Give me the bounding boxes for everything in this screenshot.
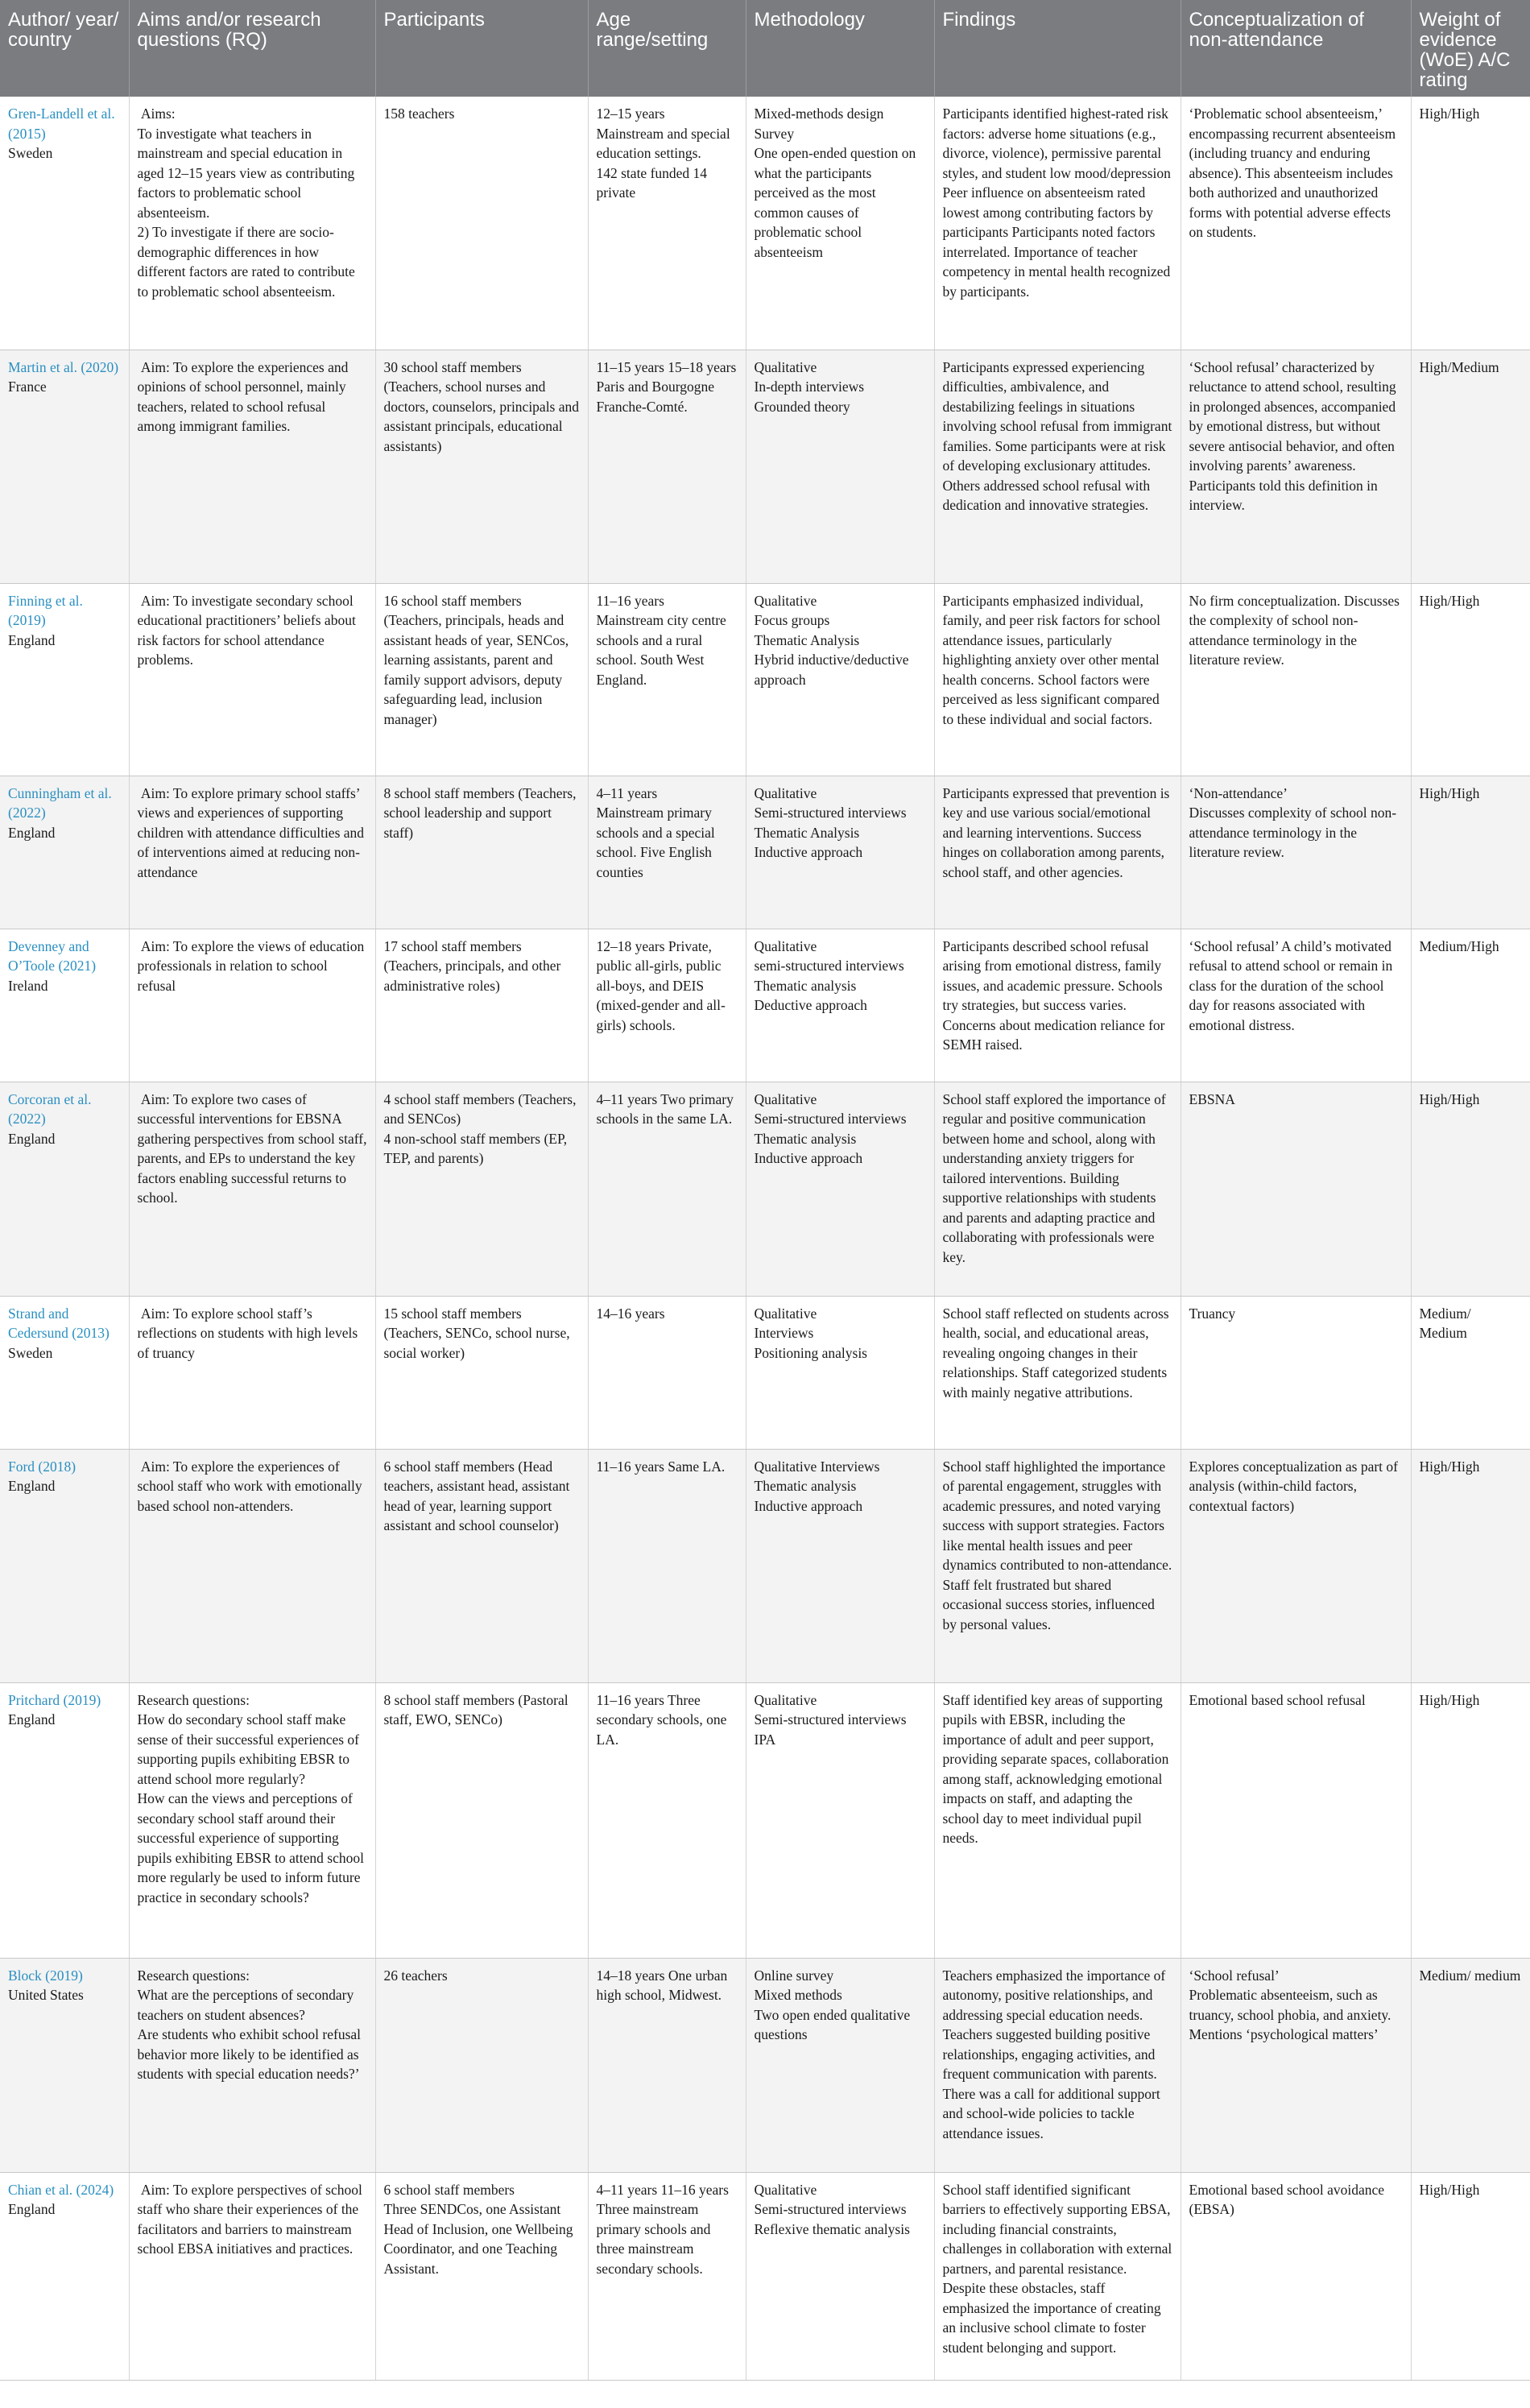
author-cell — [0, 1296, 129, 1449]
aims-cell-text: Aim: To explore school staff’s reflections on students with high levels of truancy — [137, 1305, 362, 1361]
conceptualization-cell-text: ‘Non-attendance’ — [1189, 784, 1288, 801]
participants-cell — [375, 1296, 588, 1449]
age-setting-cell — [588, 1682, 746, 1958]
methodology-cell — [746, 929, 934, 1082]
methodology-cell-text: Semi-structured interviews — [754, 805, 907, 821]
participants-cell — [375, 1082, 588, 1296]
author-link[interactable]: Pritchard (2019) — [8, 1691, 101, 1708]
findings-cell-text: Participants expressed experiencing difficulties, ambivalence, and destabilizing feelings in situations involving school refusal from immigrant families. Some participants were at risk of developing exclusionary attitudes. Others addressed school refusal with dedication and innovative strategies. — [942, 358, 1176, 513]
participants-cell-text: 15 school staff members (Teachers, SENCo, school nurse, social worker) — [383, 1305, 573, 1361]
aims-cell — [129, 1682, 375, 1958]
aims-cell — [129, 1082, 375, 1296]
woe-cell: High/High — [1411, 583, 1530, 776]
age-setting-cell-text: 4–11 years — [596, 784, 658, 801]
table-row — [0, 1296, 1530, 1449]
participants-cell — [375, 1958, 588, 2172]
methodology-cell-text: Inductive approach — [754, 1497, 863, 1514]
methodology-cell-text: Reflexive thematic analysis — [754, 2220, 910, 2237]
participants-cell — [375, 1682, 588, 1958]
methodology-cell-text: Qualitative — [754, 937, 817, 954]
methodology-cell-text: IPA — [754, 1731, 776, 1748]
age-setting-cell-text: 12–18 years Private, public all-girls, public all-boys, and DEIS (mixed-gender and all-girls) schools. — [596, 937, 726, 1033]
conceptualization-cell — [1181, 97, 1411, 350]
age-setting-cell-text: 11–15 years 15–18 years Paris and Bourgogne Franche-Comté. — [596, 358, 740, 415]
participants-cell-text: 6 school staff members (Head teachers, assistant head, assistant head of year, learning support assistant and school counselor) — [383, 1458, 573, 1533]
author-link[interactable]: Ford (2018) — [8, 1458, 76, 1475]
conceptualization-cell-text: Problematic absenteeism, such as truancy, school phobia, and anxiety. Mentions ‘psychological matters’ — [1189, 1987, 1395, 2042]
findings-cell-text: Teachers emphasized the importance of autonomy, positive relationships, and addressing special education needs. Teachers suggested building positive relationships, engaging activities, and frequent communication with parents. There was a call for additional support and school-wide policies to tackle attendance issues. — [942, 1967, 1169, 2141]
header-woe: Weight of evidence (WoE) A/C rating — [1411, 0, 1530, 97]
aims-cell — [129, 929, 375, 1082]
findings-cell-text: School staff explored the importance of regular and positive communication between home and school, along with understanding anxiety triggers for tailored interventions. Building supportive relationships with students and parents and adapting practice and collaborating with professionals were key. — [942, 1090, 1170, 1265]
table-row — [0, 2172, 1530, 2380]
aims-cell — [129, 1449, 375, 1682]
conceptualization-cell-text: Emotional based school refusal — [1189, 1691, 1366, 1708]
age-setting-cell — [588, 97, 746, 350]
methodology-cell-text: Thematic Analysis — [754, 824, 860, 841]
methodology-cell-text: Semi-structured interviews — [754, 1711, 907, 1727]
header-participants: Participants — [375, 0, 588, 97]
findings-cell — [934, 1958, 1181, 2172]
country: England — [8, 1711, 56, 1727]
author-cell — [0, 97, 129, 350]
methodology-cell — [746, 1082, 934, 1296]
findings-cell — [934, 929, 1181, 1082]
aims-cell — [129, 350, 375, 583]
conceptualization-cell-text: EBSNA — [1189, 1090, 1235, 1107]
author-cell — [0, 350, 129, 583]
woe-cell: High/High — [1411, 1082, 1530, 1296]
conceptualization-cell — [1181, 1682, 1411, 1958]
country: Ireland — [8, 977, 48, 994]
conceptualization-cell-text: ‘School refusal’ A child’s motivated refusal to attend school or remain in class for the duration of the school day for reasons associated with emotional distress. — [1189, 937, 1396, 1033]
country: England — [8, 1478, 56, 1494]
aims-cell-text: Aim: To explore two cases of successful interventions for EBSNA gathering perspectives from school staff, parents, and EPs to understand the key factors enabling successful returns to school. — [137, 1090, 370, 1206]
conceptualization-cell-text: ‘School refusal’ characterized by reluctance to attend school, resulting in prolonged absences, accompanied by emotional distress, but without severe antisocial behavior, and often involving parents’ awareness. Participants told this definition in interview. — [1189, 358, 1400, 513]
participants-cell — [375, 350, 588, 583]
conceptualization-cell — [1181, 1296, 1411, 1449]
aims-cell-text: Aim: To investigate secondary school educational practitioners’ beliefs about risk factors for school attendance problems. — [137, 592, 360, 668]
aims-cell — [129, 2172, 375, 2380]
participants-cell — [375, 583, 588, 776]
participants-cell-text: 6 school staff members — [383, 2181, 515, 2198]
header-age-setting: Age range/setting — [588, 0, 746, 97]
woe-cell: Medium/ medium — [1411, 1958, 1530, 2172]
table-body — [0, 97, 1530, 2380]
aims-cell — [129, 583, 375, 776]
methodology-cell-text: Positioning analysis — [754, 1344, 867, 1361]
conceptualization-cell — [1181, 1958, 1411, 2172]
aims-cell-text: Aim: To explore the experiences and opinions of school personnel, mainly teachers, related to school refusal among immigrant families. — [137, 358, 352, 434]
aims-cell-text: How do secondary school staff make sense of their successful experiences of supporting pupils exhibiting EBSR to attend school more regularly? — [137, 1711, 363, 1787]
aims-cell-text: Aim: To explore perspectives of school staff who share their experiences of the facilitators and barriers to mainstream school EBSA initiatives and practices. — [137, 2181, 366, 2257]
aims-cell-text: To investigate what teachers in mainstream and special education in aged 12–15 years view as contributing factors to problematic school absenteeism. — [137, 125, 358, 221]
header-author: Author/ year/ country — [0, 0, 129, 97]
methodology-cell — [746, 1296, 934, 1449]
woe-cell: High/High — [1411, 1682, 1530, 1958]
aims-cell-text: Aim: To explore the experiences of school staff who work with emotionally based school non-attenders. — [137, 1458, 366, 1514]
country: United States — [8, 1987, 84, 2003]
methodology-cell-text: Online survey — [754, 1967, 834, 1984]
country: Sweden — [8, 145, 53, 161]
author-cell — [0, 1449, 129, 1682]
participants-cell-text: Three SENDCos, one Assistant Head of Inclusion, one Wellbeing Coordinator, and one Teaching Assistant. — [383, 2201, 577, 2277]
participants-cell-text: 4 non-school staff members (EP, TEP, and parents) — [383, 1130, 571, 1166]
author-link[interactable]: Devenney and O’Toole (2021) — [8, 937, 97, 974]
table-row — [0, 1449, 1530, 1682]
table-row — [0, 776, 1530, 929]
participants-cell-text: 26 teachers — [383, 1967, 448, 1984]
methodology-cell-text: Two open ended qualitative questions — [754, 2006, 914, 2042]
aims-cell-text: How can the views and perceptions of secondary school staff around their successful experience of supporting pupils exhibiting EBSR to attend school more regularly be used to inform future practice in secondary schools? — [137, 1790, 368, 1905]
methodology-cell-text: Survey — [754, 125, 795, 142]
aims-cell-text: Research questions: — [137, 1967, 250, 1984]
findings-cell — [934, 1296, 1181, 1449]
methodology-cell — [746, 1449, 934, 1682]
methodology-cell — [746, 350, 934, 583]
conceptualization-cell-text: ‘School refusal’ — [1189, 1967, 1280, 1984]
findings-cell — [934, 97, 1181, 350]
findings-cell-text: Participants identified highest-rated risk factors: adverse home situations (e.g., divorce, violence), permissive parental styles, and student low mood/depression Peer influence on absenteeism rated lowest among contributing factors by participants Participants noted factors interrelated. Importance of teacher competency in mental health recognized by participants. — [942, 106, 1175, 300]
age-setting-cell — [588, 1958, 746, 2172]
findings-cell-text: School staff reflected on students across health, social, and educational areas, revealing ongoing changes in their relationships. Staff categorized students with mainly negative attributions. — [942, 1305, 1172, 1401]
methodology-cell-text: Hybrid inductive/deductive approach — [754, 652, 912, 688]
aims-cell-text: Aims: — [137, 106, 176, 122]
conceptualization-cell — [1181, 929, 1411, 1082]
country: England — [8, 824, 56, 841]
age-setting-cell — [588, 1082, 746, 1296]
methodology-cell-text: Qualitative — [754, 1090, 817, 1107]
methodology-cell-text: Interviews — [754, 1325, 814, 1341]
age-setting-cell-text: 11–16 years Same LA. — [596, 1458, 726, 1475]
participants-cell-text: 8 school staff members (Teachers, school leadership and support staff) — [383, 784, 580, 841]
age-setting-cell-text: 12–15 years — [596, 106, 665, 122]
header-row — [0, 0, 1530, 97]
methodology-cell — [746, 97, 934, 350]
header-findings: Findings — [934, 0, 1181, 97]
country: England — [8, 2201, 56, 2217]
findings-cell — [934, 350, 1181, 583]
author-link[interactable]: Gren-Landell et al. (2015) — [8, 106, 115, 142]
participants-cell — [375, 2172, 588, 2380]
author-link[interactable]: Chian et al. (2024) — [8, 2181, 114, 2198]
findings-cell — [934, 2172, 1181, 2380]
header-aims: Aims and/or research questions (RQ) — [129, 0, 375, 97]
author-link[interactable]: Martin et al. (2020) — [8, 358, 119, 375]
age-setting-cell-text: 14–18 years One urban high school, Midwest. — [596, 1967, 731, 2003]
methodology-cell-text: Qualitative — [754, 592, 817, 609]
age-setting-cell-text: 14–16 years — [596, 1305, 665, 1322]
aims-cell — [129, 776, 375, 929]
aims-cell — [129, 1296, 375, 1449]
conceptualization-cell — [1181, 1082, 1411, 1296]
aims-cell-text: What are the perceptions of secondary teachers on student absences? — [137, 1987, 358, 2023]
methodology-cell — [746, 776, 934, 929]
age-setting-cell — [588, 350, 746, 583]
age-setting-cell — [588, 1449, 746, 1682]
methodology-cell — [746, 1958, 934, 2172]
methodology-cell-text: semi-structured interviews — [754, 958, 904, 974]
participants-cell — [375, 776, 588, 929]
methodology-cell-text: Qualitative — [754, 2181, 817, 2198]
methodology-cell-text: In-depth interviews — [754, 379, 865, 395]
methodology-cell-text: Focus groups — [754, 612, 830, 628]
age-setting-cell-text: Mainstream and special education settings. — [596, 125, 734, 161]
methodology-cell-text: Mixed-methods design — [754, 106, 884, 122]
participants-cell-text: 4 school staff members (Teachers, and SENCos) — [383, 1090, 580, 1127]
aims-cell-text: Research questions: — [137, 1691, 250, 1708]
age-setting-cell — [588, 2172, 746, 2380]
country: England — [8, 1130, 56, 1147]
author-cell — [0, 1958, 129, 2172]
age-setting-cell-text: Mainstream primary schools and a special school. Five English counties — [596, 805, 719, 880]
author-cell — [0, 1682, 129, 1958]
methodology-cell-text: Deductive approach — [754, 997, 867, 1013]
author-cell — [0, 2172, 129, 2380]
author-link[interactable]: Corcoran et al. (2022) — [8, 1090, 92, 1127]
table-row — [0, 583, 1530, 776]
findings-cell-text: School staff identified significant barriers to effectively supporting EBSA, including financial constraints, challenges in collaboration with external partners, and parental resistance. Despite these obstacles, staff emphasized the importance of creating an inclusive school climate to foster student belonging and support. — [942, 2181, 1176, 2356]
age-setting-cell-text: Mainstream city centre schools and a rural school. South West England. — [596, 612, 730, 688]
findings-cell-text: Staff identified key areas of supporting pupils with EBSR, including the importance of adult and peer support, providing separate spaces, collaboration among staff, acknowledging emotional impacts on staff, and adapting the school day to meet individual pupil needs. — [942, 1691, 1172, 1846]
methodology-cell-text: Semi-structured interviews — [754, 1111, 907, 1127]
findings-cell-text: Participants expressed that prevention is key and use various social/emotional and learning interventions. Success hinges on collaboration among parents, school staff, and other agencies. — [942, 784, 1173, 880]
findings-cell-text: Participants described school refusal arising from emotional distress, family issues, and academic pressure. Schools try strategies, but success varies. Concerns about medication reliance for SEMH raised. — [942, 937, 1168, 1053]
methodology-cell-text: Qualitative — [754, 1305, 817, 1322]
woe-cell: Medium/High — [1411, 929, 1530, 1082]
age-setting-cell-text: 11–16 years Three secondary schools, one LA. — [596, 1691, 730, 1748]
author-cell — [0, 1082, 129, 1296]
methodology-cell-text: Qualitative — [754, 1691, 817, 1708]
methodology-cell-text: Mixed methods — [754, 1987, 842, 2003]
methodology-cell-text: Qualitative — [754, 358, 817, 375]
conceptualization-cell-text: Truancy — [1189, 1305, 1236, 1322]
author-cell — [0, 583, 129, 776]
participants-cell-text: 8 school staff members (Pastoral staff, EWO, SENCo) — [383, 1691, 572, 1727]
conceptualization-cell-text: ‘Problematic school absenteeism,’ encompassing recurrent absenteeism (including truancy and enduring absence). This absenteeism includes both authorized and unauthorized forms with potential adverse effects on students. — [1189, 106, 1400, 240]
methodology-cell-text: Thematic Analysis — [754, 631, 860, 648]
conceptualization-cell-text: No firm conceptualization. Discusses the complexity of school non-attendance terminology in the literature review. — [1189, 592, 1404, 668]
aims-cell — [129, 97, 375, 350]
methodology-cell-text: Qualitative Interviews — [754, 1458, 880, 1475]
methodology-cell-text: Thematic analysis — [754, 977, 857, 994]
woe-cell: High/High — [1411, 2172, 1530, 2380]
methodology-cell-text: Semi-structured interviews — [754, 2201, 907, 2217]
header-conceptualization: Conceptualization of non-attendance — [1181, 0, 1411, 97]
author-cell — [0, 776, 129, 929]
findings-cell — [934, 583, 1181, 776]
aims-cell-text: Aim: To explore the views of education professionals in relation to school refusal — [137, 937, 368, 994]
country: France — [8, 379, 47, 395]
methodology-cell-text: Thematic analysis — [754, 1130, 857, 1147]
aims-cell-text: Are students who exhibit school refusal behavior more likely to be identified as students with special education needs?’ — [137, 2026, 365, 2082]
conceptualization-cell — [1181, 2172, 1411, 2380]
conceptualization-cell-text: Explores conceptualization as part of analysis (within-child factors, contextual factors) — [1189, 1458, 1402, 1514]
participants-cell-text: 16 school staff members (Teachers, principals, heads and assistant heads of year, SENCos, learning assistants, parent and family support advisors, deputy safeguarding lead, inclusion manager) — [383, 592, 573, 727]
table-row — [0, 1682, 1530, 1958]
age-setting-cell-text: 142 state funded 14 private — [596, 164, 711, 201]
woe-cell: High/Medium — [1411, 350, 1530, 583]
participants-cell-text: 158 teachers — [383, 106, 455, 122]
findings-cell — [934, 1082, 1181, 1296]
methodology-cell-text: Qualitative — [754, 784, 817, 801]
findings-cell-text: School staff highlighted the importance of parental engagement, struggles with academic pressures, and noted varying success with support strategies. Factors like mental health issues and peer dynamics contributed to non-attendance. Staff felt frustrated but shared occasional success stories, influenced by personal values. — [942, 1458, 1176, 1632]
table-row — [0, 1082, 1530, 1296]
age-setting-cell-text: 4–11 years 11–16 years Three mainstream primary schools and three mainstream secondary schools. — [596, 2181, 732, 2277]
age-setting-cell-text: 4–11 years Two primary schools in the same LA. — [596, 1090, 738, 1127]
conceptualization-cell — [1181, 350, 1411, 583]
aims-cell — [129, 1958, 375, 2172]
table-row — [0, 1958, 1530, 2172]
country: Sweden — [8, 1344, 53, 1361]
table-row — [0, 350, 1530, 583]
methodology-cell — [746, 2172, 934, 2380]
conceptualization-cell-text: Emotional based school avoidance (EBSA) — [1189, 2181, 1388, 2217]
age-setting-cell — [588, 583, 746, 776]
age-setting-cell — [588, 1296, 746, 1449]
methodology-cell — [746, 1682, 934, 1958]
age-setting-cell — [588, 776, 746, 929]
participants-cell-text: 30 school staff members (Teachers, school nurses and doctors, counselors, principals and assistant principals, educational assistants) — [383, 358, 583, 454]
table-row — [0, 97, 1530, 350]
methodology-cell — [746, 583, 934, 776]
conceptualization-cell — [1181, 1449, 1411, 1682]
participants-cell — [375, 1449, 588, 1682]
woe-cell: Medium/ Medium — [1411, 1296, 1530, 1449]
header-methodology: Methodology — [746, 0, 934, 97]
findings-cell-text: Participants emphasized individual, family, and peer risk factors for school attendance issues, particularly highlighting anxiety over other mental health concerns. School factors were perceived as less significant compared to these individual and social factors. — [942, 592, 1164, 727]
author-link[interactable]: Finning et al. (2019) — [8, 592, 83, 628]
aims-cell-text: Aim: To explore primary school staffs’ views and experiences of supporting children with attendance difficulties and of interventions aimed at reducing non-attendance — [137, 784, 368, 880]
country: England — [8, 631, 56, 648]
author-link[interactable]: Block (2019) — [8, 1967, 83, 1984]
participants-cell — [375, 97, 588, 350]
methodology-cell-text: One open-ended question on what the participants perceived as the most common causes of problematic school absenteeism — [754, 145, 920, 260]
woe-cell: High/High — [1411, 776, 1530, 929]
table-row — [0, 929, 1530, 1082]
methodology-cell-text: Grounded theory — [754, 398, 850, 415]
author-link[interactable]: Cunningham et al. (2022) — [8, 784, 112, 821]
author-cell — [0, 929, 129, 1082]
age-setting-cell-text: 11–16 years — [596, 592, 664, 609]
findings-cell — [934, 776, 1181, 929]
conceptualization-cell-text: Discusses complexity of school non-attendance terminology in the literature review. — [1189, 805, 1397, 860]
conceptualization-cell — [1181, 583, 1411, 776]
methodology-cell-text: Inductive approach — [754, 1150, 863, 1166]
methodology-cell-text: Thematic analysis — [754, 1478, 857, 1494]
participants-cell-text: 17 school staff members (Teachers, principals, and other administrative roles) — [383, 937, 564, 994]
participants-cell — [375, 929, 588, 1082]
age-setting-cell — [588, 929, 746, 1082]
woe-cell: High/High — [1411, 1449, 1530, 1682]
woe-cell: High/High — [1411, 97, 1530, 350]
methodology-cell-text: Inductive approach — [754, 844, 863, 860]
aims-cell-text: 2) To investigate if there are socio-demographic differences in how different factors are rated to contribute to problematic school absenteeism. — [137, 224, 359, 300]
findings-cell — [934, 1449, 1181, 1682]
author-link[interactable]: Strand and Cedersund (2013) — [8, 1305, 110, 1341]
conceptualization-cell — [1181, 776, 1411, 929]
findings-cell — [934, 1682, 1181, 1958]
